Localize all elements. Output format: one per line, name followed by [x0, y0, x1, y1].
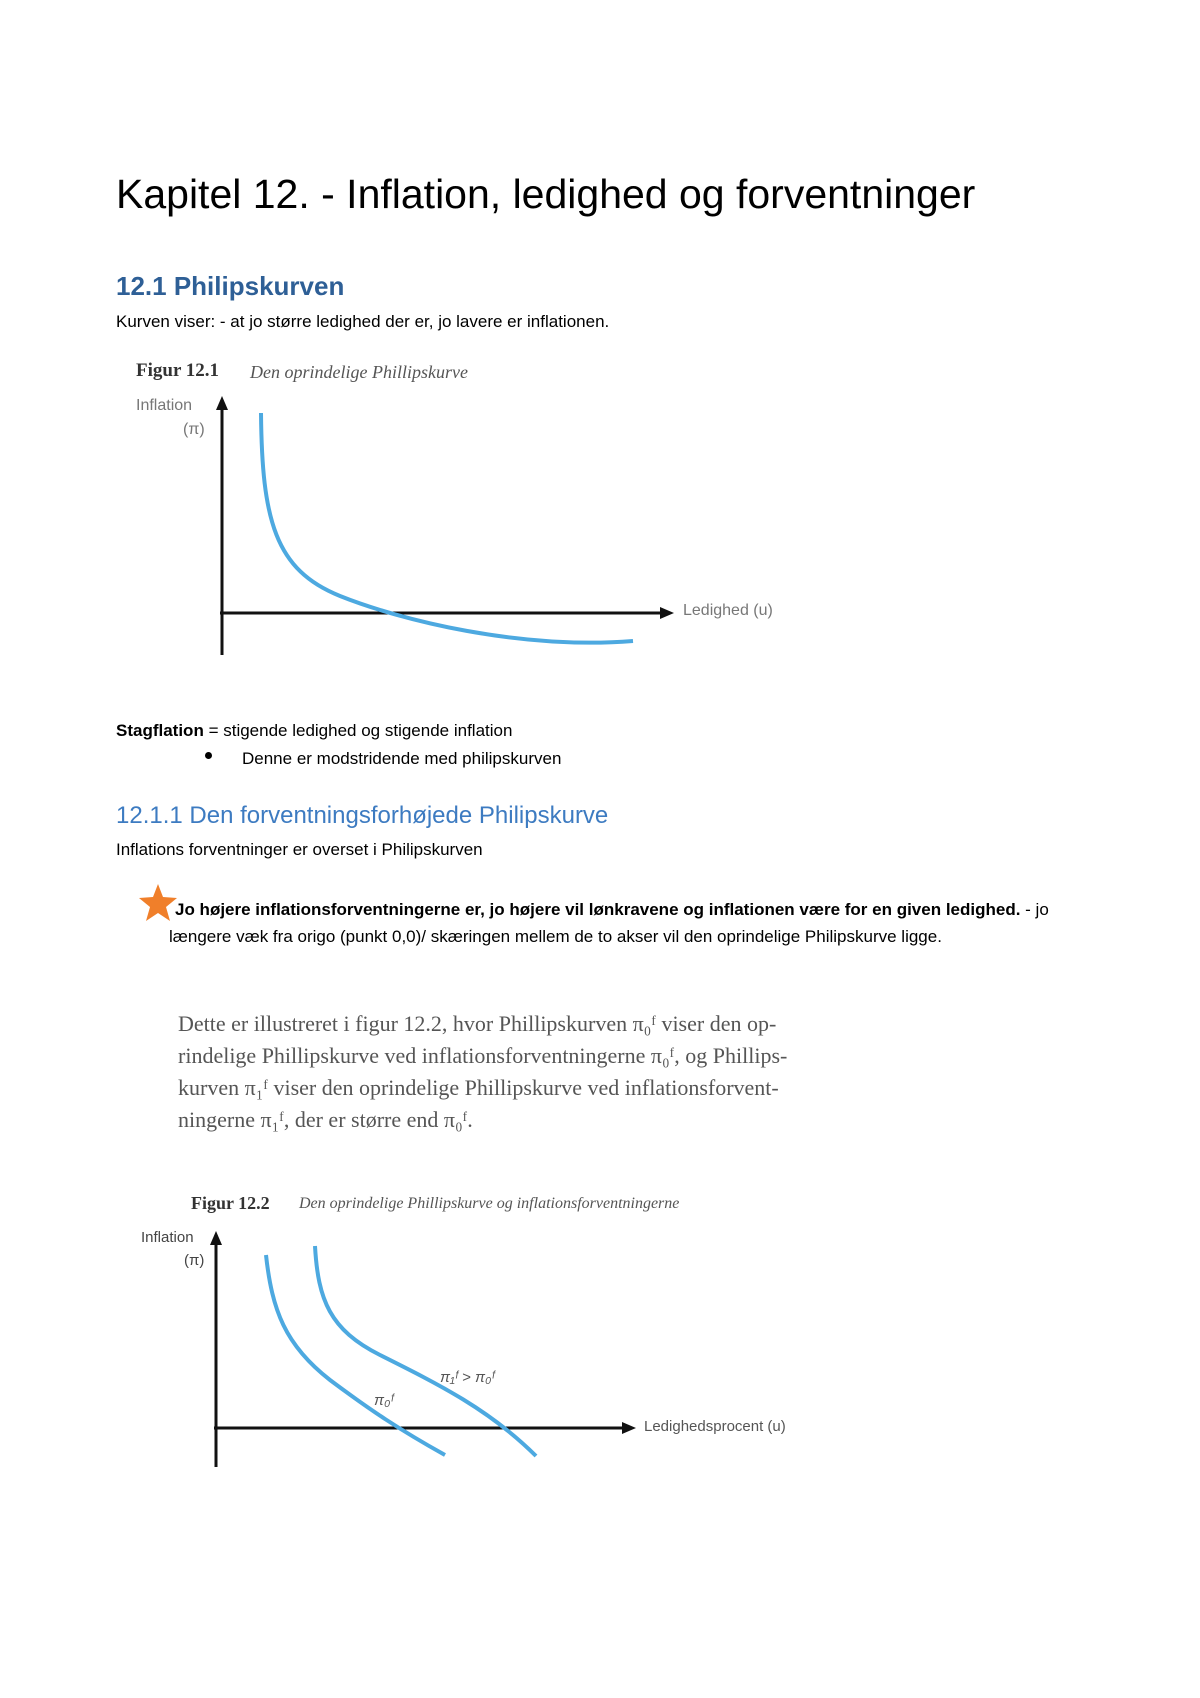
stagflation-bullet-text: Denne er modstridende med philipskurven [242, 749, 562, 768]
figure-2-label: Figur 12.2 [191, 1193, 270, 1213]
bullet-icon [205, 752, 212, 759]
figure-2-x-label: Ledighedsprocent (u) [644, 1418, 786, 1435]
figure-2-curve-label-low: π₀ᶠ [374, 1392, 394, 1409]
section-heading-12-1: 12.1 Philipskurven [116, 271, 345, 301]
page-title: Kapitel 12. - Inflation, ledighed og forventninger [116, 171, 976, 217]
figure-2-y-symbol: (π) [184, 1252, 205, 1269]
star-paragraph-bold: Jo højere inflationsforventningerne er, jo højere vil lønkravene og inflationen være for en given ledighed. [175, 900, 1021, 919]
figure-2-curve-low [266, 1255, 445, 1455]
book-excerpt-line: rindelige Phillipskurve ved inflationsforventningerne π₀ᶠ, og Phillips- [178, 1043, 788, 1068]
book-excerpt-line: ningerne π₁ᶠ, der er større end π₀ᶠ. [178, 1107, 473, 1132]
book-excerpt-line: kurven π₁ᶠ viser den oprindelige Phillipskurve ved inflationsforvent- [178, 1075, 779, 1100]
book-excerpt-line: Dette er illustreret i figur 12.2, hvor Phillipskurven π₀ᶠ viser den op- [178, 1011, 777, 1036]
section-12-1-1-text: Inflations forventninger er overset i Philipskurven [116, 840, 483, 859]
stagflation-term: Stagflation [116, 721, 204, 740]
figure-1-x-label: Ledighed (u) [683, 602, 773, 619]
star-paragraph [169, 896, 1089, 950]
figure-1-y-symbol: (π) [183, 421, 205, 438]
figure-2-y-arrow [210, 1231, 222, 1245]
figure-1-y-label: Inflation [136, 397, 193, 414]
figure-1-caption: Den oprindelige Phillipskurve [250, 362, 468, 382]
section-12-1-text: Kurven viser: - at jo større ledighed der er, jo lavere er inflationen. [116, 312, 610, 331]
section-heading-12-1-1: 12.1.1 Den forventningsforhøjede Philipskurve [116, 802, 609, 829]
figure-2-caption: Den oprindelige Phillipskurve og inflationsforventningerne [299, 1195, 680, 1212]
stagflation-line [116, 720, 512, 742]
figure-2-y-label: Inflation [141, 1229, 194, 1246]
star-paragraph-text: - jo længere væk fra origo (punkt 0,0)/ skæringen mellem de to akser vil den oprindelige Philipskurve ligge. [169, 900, 1049, 946]
book-excerpt [178, 1008, 958, 1136]
figure-2-x-arrow [622, 1422, 636, 1434]
stagflation-definition: = stigende ledighed og stigende inflation [203, 721, 513, 740]
figure-1-phillips-curve [261, 413, 633, 643]
figure-2-curve-label-high: π₁ᶠ > π₀ᶠ [440, 1369, 495, 1386]
figure-1-label: Figur 12.1 [136, 360, 220, 381]
figure-2-curve-high [315, 1246, 536, 1456]
figure-1-y-arrow [216, 396, 228, 410]
figure-1-x-arrow [660, 607, 674, 619]
